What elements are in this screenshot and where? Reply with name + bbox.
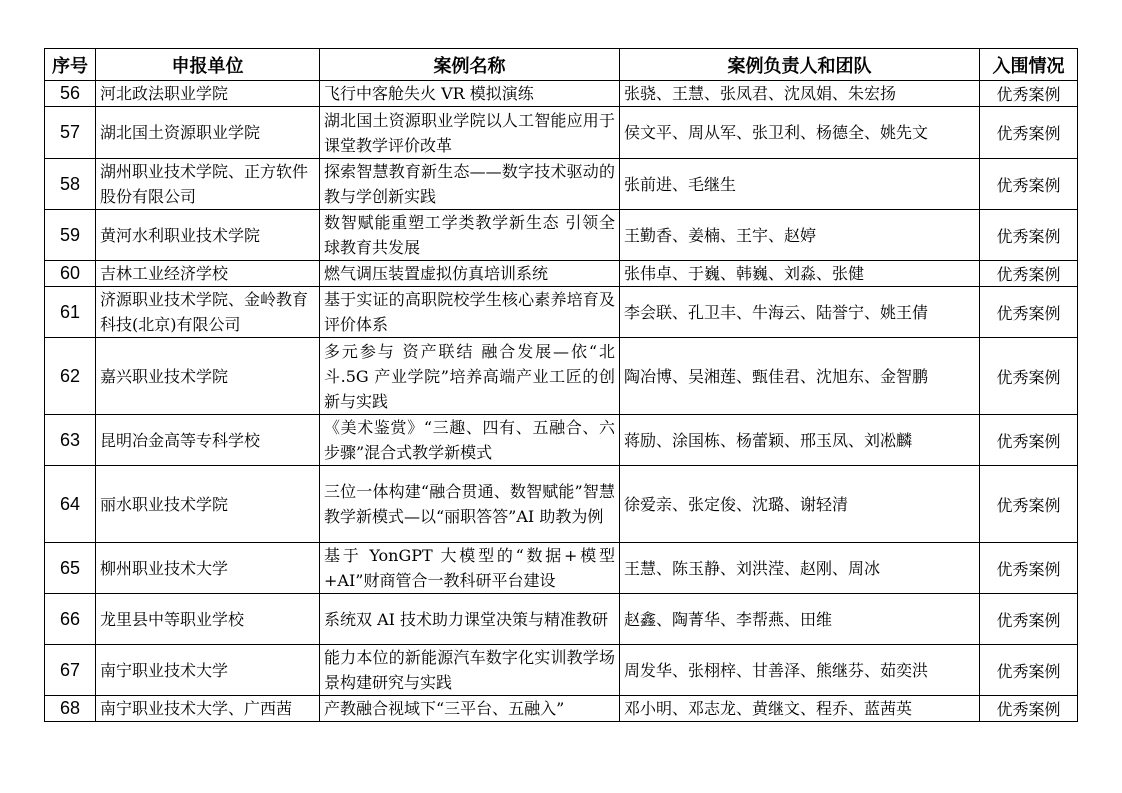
- table-row: [45, 81, 1078, 107]
- row-no: 61: [45, 287, 96, 338]
- table-row: [45, 287, 1078, 338]
- row-unit-text: 南宁职业技术大学、广西茜: [100, 699, 293, 718]
- row-unit: 柳州职业技术大学: [96, 543, 320, 594]
- row-team: 蒋励、涂国栋、杨蕾颖、邢玉凤、刘凇麟: [620, 415, 980, 466]
- row-no: 68: [45, 696, 96, 722]
- row-case-name: [320, 696, 620, 722]
- table-row: [45, 338, 1078, 415]
- row-team: 侯文平、周从军、张卫利、杨德全、姚先文: [620, 107, 980, 159]
- row-no: 62: [45, 338, 96, 415]
- row-unit: 龙里县中等职业学校: [96, 594, 320, 645]
- row-team: 赵鑫、陶菁华、李帮燕、田维: [620, 594, 980, 645]
- row-no: 65: [45, 543, 96, 594]
- row-no: 58: [45, 159, 96, 210]
- table-row: [45, 210, 1078, 261]
- row-unit: [96, 696, 320, 722]
- row-no: 56: [45, 81, 96, 107]
- row-status: 优秀案例: [980, 159, 1078, 210]
- row-no: 67: [45, 645, 96, 696]
- case-table: [44, 48, 1078, 722]
- row-no: 64: [45, 466, 96, 543]
- row-status: 优秀案例: [980, 338, 1078, 415]
- row-no: 57: [45, 107, 96, 159]
- row-team: 周发华、张栩梓、甘善泽、熊继芬、茹奕洪: [620, 645, 980, 696]
- row-case-name: 湖北国土资源职业学院以人工智能应用于课堂教学评价改革: [320, 107, 620, 159]
- row-unit: 昆明冶金高等专科学校: [96, 415, 320, 466]
- header-team: 案例负责人和团队: [620, 49, 980, 81]
- table-row: [45, 261, 1078, 287]
- row-case-name-text: 产教融合视域下“三平台、五融入”: [324, 699, 565, 718]
- row-status: 优秀案例: [980, 107, 1078, 159]
- row-status: 优秀案例: [980, 415, 1078, 466]
- row-team: 张伟卓、于巍、韩巍、刘淼、张健: [620, 261, 980, 287]
- row-case-name: 《美术鉴赏》“三趣、四有、五融合、六步骤”混合式教学新模式: [320, 415, 620, 466]
- row-status: 优秀案例: [980, 645, 1078, 696]
- table-row: [45, 696, 1078, 722]
- row-status: 优秀案例: [980, 210, 1078, 261]
- row-case-name: 燃气调压装置虚拟仿真培训系统: [320, 261, 620, 287]
- row-status: 优秀案例: [980, 466, 1078, 543]
- row-unit: 湖州职业技术学院、正方软件股份有限公司: [96, 159, 320, 210]
- row-status: 优秀案例: [980, 543, 1078, 594]
- row-case-name: 三位一体构建“融合贯通、数智赋能”智慧教学新模式—以“丽职答答”AI 助教为例: [320, 466, 620, 543]
- row-status: 优秀案例: [980, 261, 1078, 287]
- row-case-name: 系统双 AI 技术助力课堂决策与精准教研: [320, 594, 620, 645]
- row-no: 59: [45, 210, 96, 261]
- row-status: 优秀案例: [980, 287, 1078, 338]
- table-row: [45, 415, 1078, 466]
- row-unit: 黄河水利职业技术学院: [96, 210, 320, 261]
- row-team: 张前进、毛继生: [620, 159, 980, 210]
- row-case-name: 探索智慧教育新生态——数字技术驱动的教与学创新实践: [320, 159, 620, 210]
- row-unit: 南宁职业技术大学: [96, 645, 320, 696]
- row-case-name: 数智赋能重塑工学类教学新生态 引领全球教育共发展: [320, 210, 620, 261]
- row-team: 邓小明、邓志龙、黄继文、程乔、蓝茜英: [620, 696, 980, 722]
- row-unit: 湖北国土资源职业学院: [96, 107, 320, 159]
- row-team: 陶冶博、吴湘莲、甄佳君、沈旭东、金智鹏: [620, 338, 980, 415]
- row-unit: 河北政法职业学院: [96, 81, 320, 107]
- table-row: [45, 645, 1078, 696]
- row-case-name: 基于实证的高职院校学生核心素养培育及评价体系: [320, 287, 620, 338]
- table-row: [45, 107, 1078, 159]
- row-case-name: 能力本位的新能源汽车数字化实训教学场景构建研究与实践: [320, 645, 620, 696]
- row-unit: 嘉兴职业技术学院: [96, 338, 320, 415]
- row-unit: 吉林工业经济学校: [96, 261, 320, 287]
- table-row: [45, 594, 1078, 645]
- table-row: [45, 466, 1078, 543]
- row-team: 王勤香、姜楠、王宇、赵婷: [620, 210, 980, 261]
- table-row: [45, 543, 1078, 594]
- row-no: 66: [45, 594, 96, 645]
- row-team: 王慧、陈玉静、刘洪滢、赵刚、周冰: [620, 543, 980, 594]
- row-team: 徐爱亲、张定俊、沈璐、谢轻清: [620, 466, 980, 543]
- row-team: 李会联、孔卫丰、牛海云、陆誉宁、姚王倩: [620, 287, 980, 338]
- row-case-name: 飞行中客舱失火 VR 模拟演练: [320, 81, 620, 107]
- row-team: 张骁、王慧、张凤君、沈凤娟、朱宏扬: [620, 81, 980, 107]
- row-no: 60: [45, 261, 96, 287]
- header-no: 序号: [45, 49, 96, 81]
- row-unit: 济源职业技术学院、金岭教育科技(北京)有限公司: [96, 287, 320, 338]
- row-status: 优秀案例: [980, 594, 1078, 645]
- row-no: 63: [45, 415, 96, 466]
- row-unit: 丽水职业技术学院: [96, 466, 320, 543]
- header-row: [45, 49, 1078, 81]
- row-status: 优秀案例: [980, 81, 1078, 107]
- header-name: 案例名称: [320, 49, 620, 81]
- row-case-name: 多元参与 资产联结 融合发展—依“北斗.5G 产业学院”培养高端产业工匠的创新与实践: [320, 338, 620, 415]
- row-case-name: 基于 YonGPT 大模型的“数据+模型+AI”财商管合一教科研平台建设: [320, 543, 620, 594]
- header-unit: 申报单位: [96, 49, 320, 81]
- header-status: 入围情况: [980, 49, 1078, 81]
- row-status: 优秀案例: [980, 696, 1078, 722]
- table-row: [45, 159, 1078, 210]
